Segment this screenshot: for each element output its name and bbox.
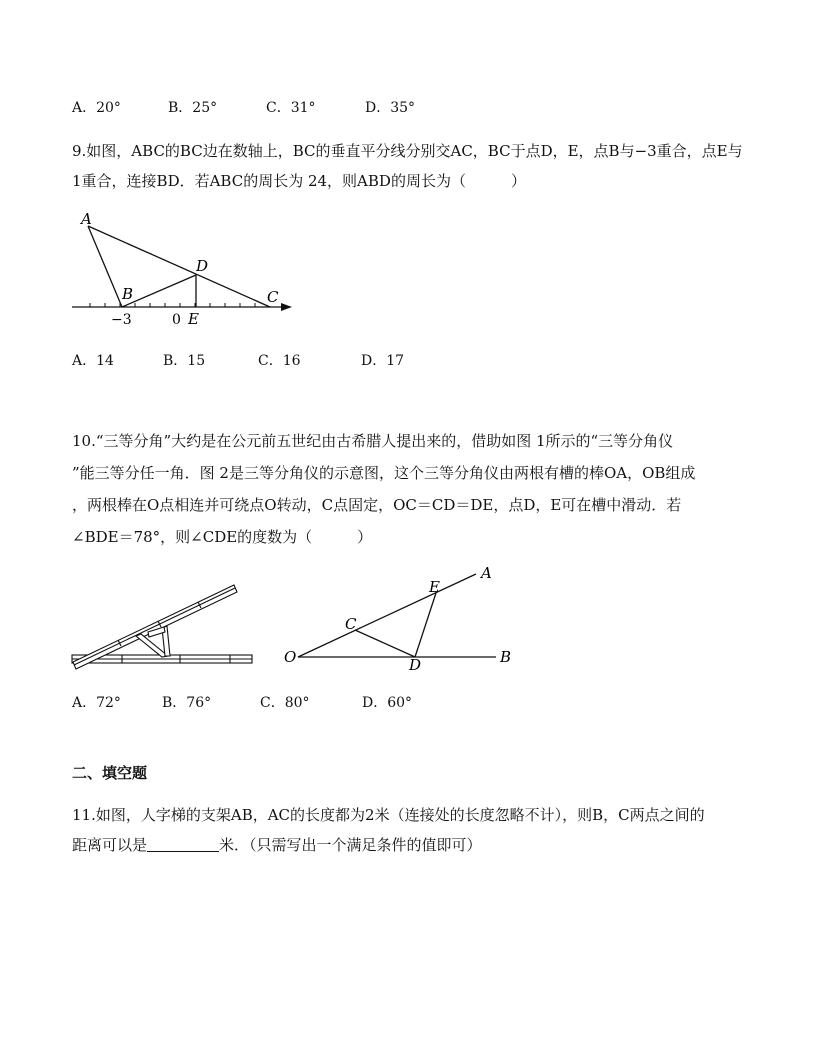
q9-stem-line1: 9.如图，ABC的BC边在数轴上，BC的垂直平分线分别交AC，BC于点D，E，点B与−3重合，点E与: [72, 142, 743, 160]
q11-stem-prefix: 距离可以是: [72, 836, 148, 854]
label-c: C: [345, 615, 357, 633]
q8-option-b: B．25°: [168, 100, 218, 116]
q10-stem-line4: ∠BDE＝78°，则∠CDE的度数为（ ）: [72, 528, 373, 546]
label-d: D: [196, 257, 209, 275]
label-e: E: [429, 578, 440, 596]
q11-stem-line1: 11.如图，人字梯的支架AB，AC的长度都为2米（连接处的长度忽略不计），则B，C两点之间的: [72, 806, 705, 824]
q11-stem-line2: [72, 834, 482, 855]
label-neg3: −3: [111, 312, 132, 328]
segment-cd: [355, 630, 415, 657]
q8-option-a: A．20°: [72, 100, 121, 116]
q8-option-d: D．35°: [365, 100, 416, 116]
answer-blank[interactable]: [147, 837, 219, 852]
segment-ac: [88, 226, 270, 307]
q10-option-c: C．80°: [260, 695, 310, 711]
label-d: D: [409, 656, 422, 674]
q10-option-b: B．76°: [162, 695, 212, 711]
label-b: B: [122, 285, 134, 303]
q10-figure-2-schematic: [278, 562, 518, 672]
label-c: C: [267, 288, 279, 306]
q9-option-b: B．15: [163, 353, 206, 369]
segment-ab: [88, 226, 122, 307]
segment-de: [415, 593, 436, 657]
label-a: A: [81, 210, 92, 228]
label-o: O: [284, 648, 297, 666]
q10-option-d: D．60°: [362, 695, 413, 711]
q11-stem-suffix: 米．（只需写出一个满足条件的值即可）: [219, 836, 482, 854]
q10-stem-line3: ，两根棒在O点相连并可绕点O转动，C点固定，OC＝CD＝DE，点D，E可在槽中滑动．若: [72, 496, 682, 514]
q9-stem-line2: 1重合，连接BD．若ABC的周长为 24，则ABD的周长为（ ）: [72, 172, 526, 190]
label-e: E: [188, 310, 199, 328]
q8-option-c: C．31°: [266, 100, 316, 116]
q10-option-a: A．72°: [72, 695, 121, 711]
q9-option-c: C．16: [258, 353, 301, 369]
number-line-arrow: [281, 303, 292, 311]
segment-bd: [122, 275, 196, 307]
q9-figure: [68, 208, 298, 328]
q9-option-d: D．17: [361, 353, 405, 369]
q10-stem-line1: 10.“三等分角”大约是在公元前五世纪由古希腊人提出来的，借助如图 1所示的“三等分角仪: [72, 432, 674, 450]
label-a: A: [481, 564, 492, 582]
q10-stem-line2: ”能三等分任一角．图 2是三等分角仪的示意图，这个三等分角仪由两根有槽的棒OA，OB组成: [72, 464, 696, 482]
section-heading: 二、填空题: [72, 764, 148, 782]
label-b: B: [500, 648, 512, 666]
q10-figure-1-trisector: [70, 580, 255, 670]
label-zero: 0: [172, 312, 181, 328]
q9-option-a: A．14: [72, 353, 114, 369]
